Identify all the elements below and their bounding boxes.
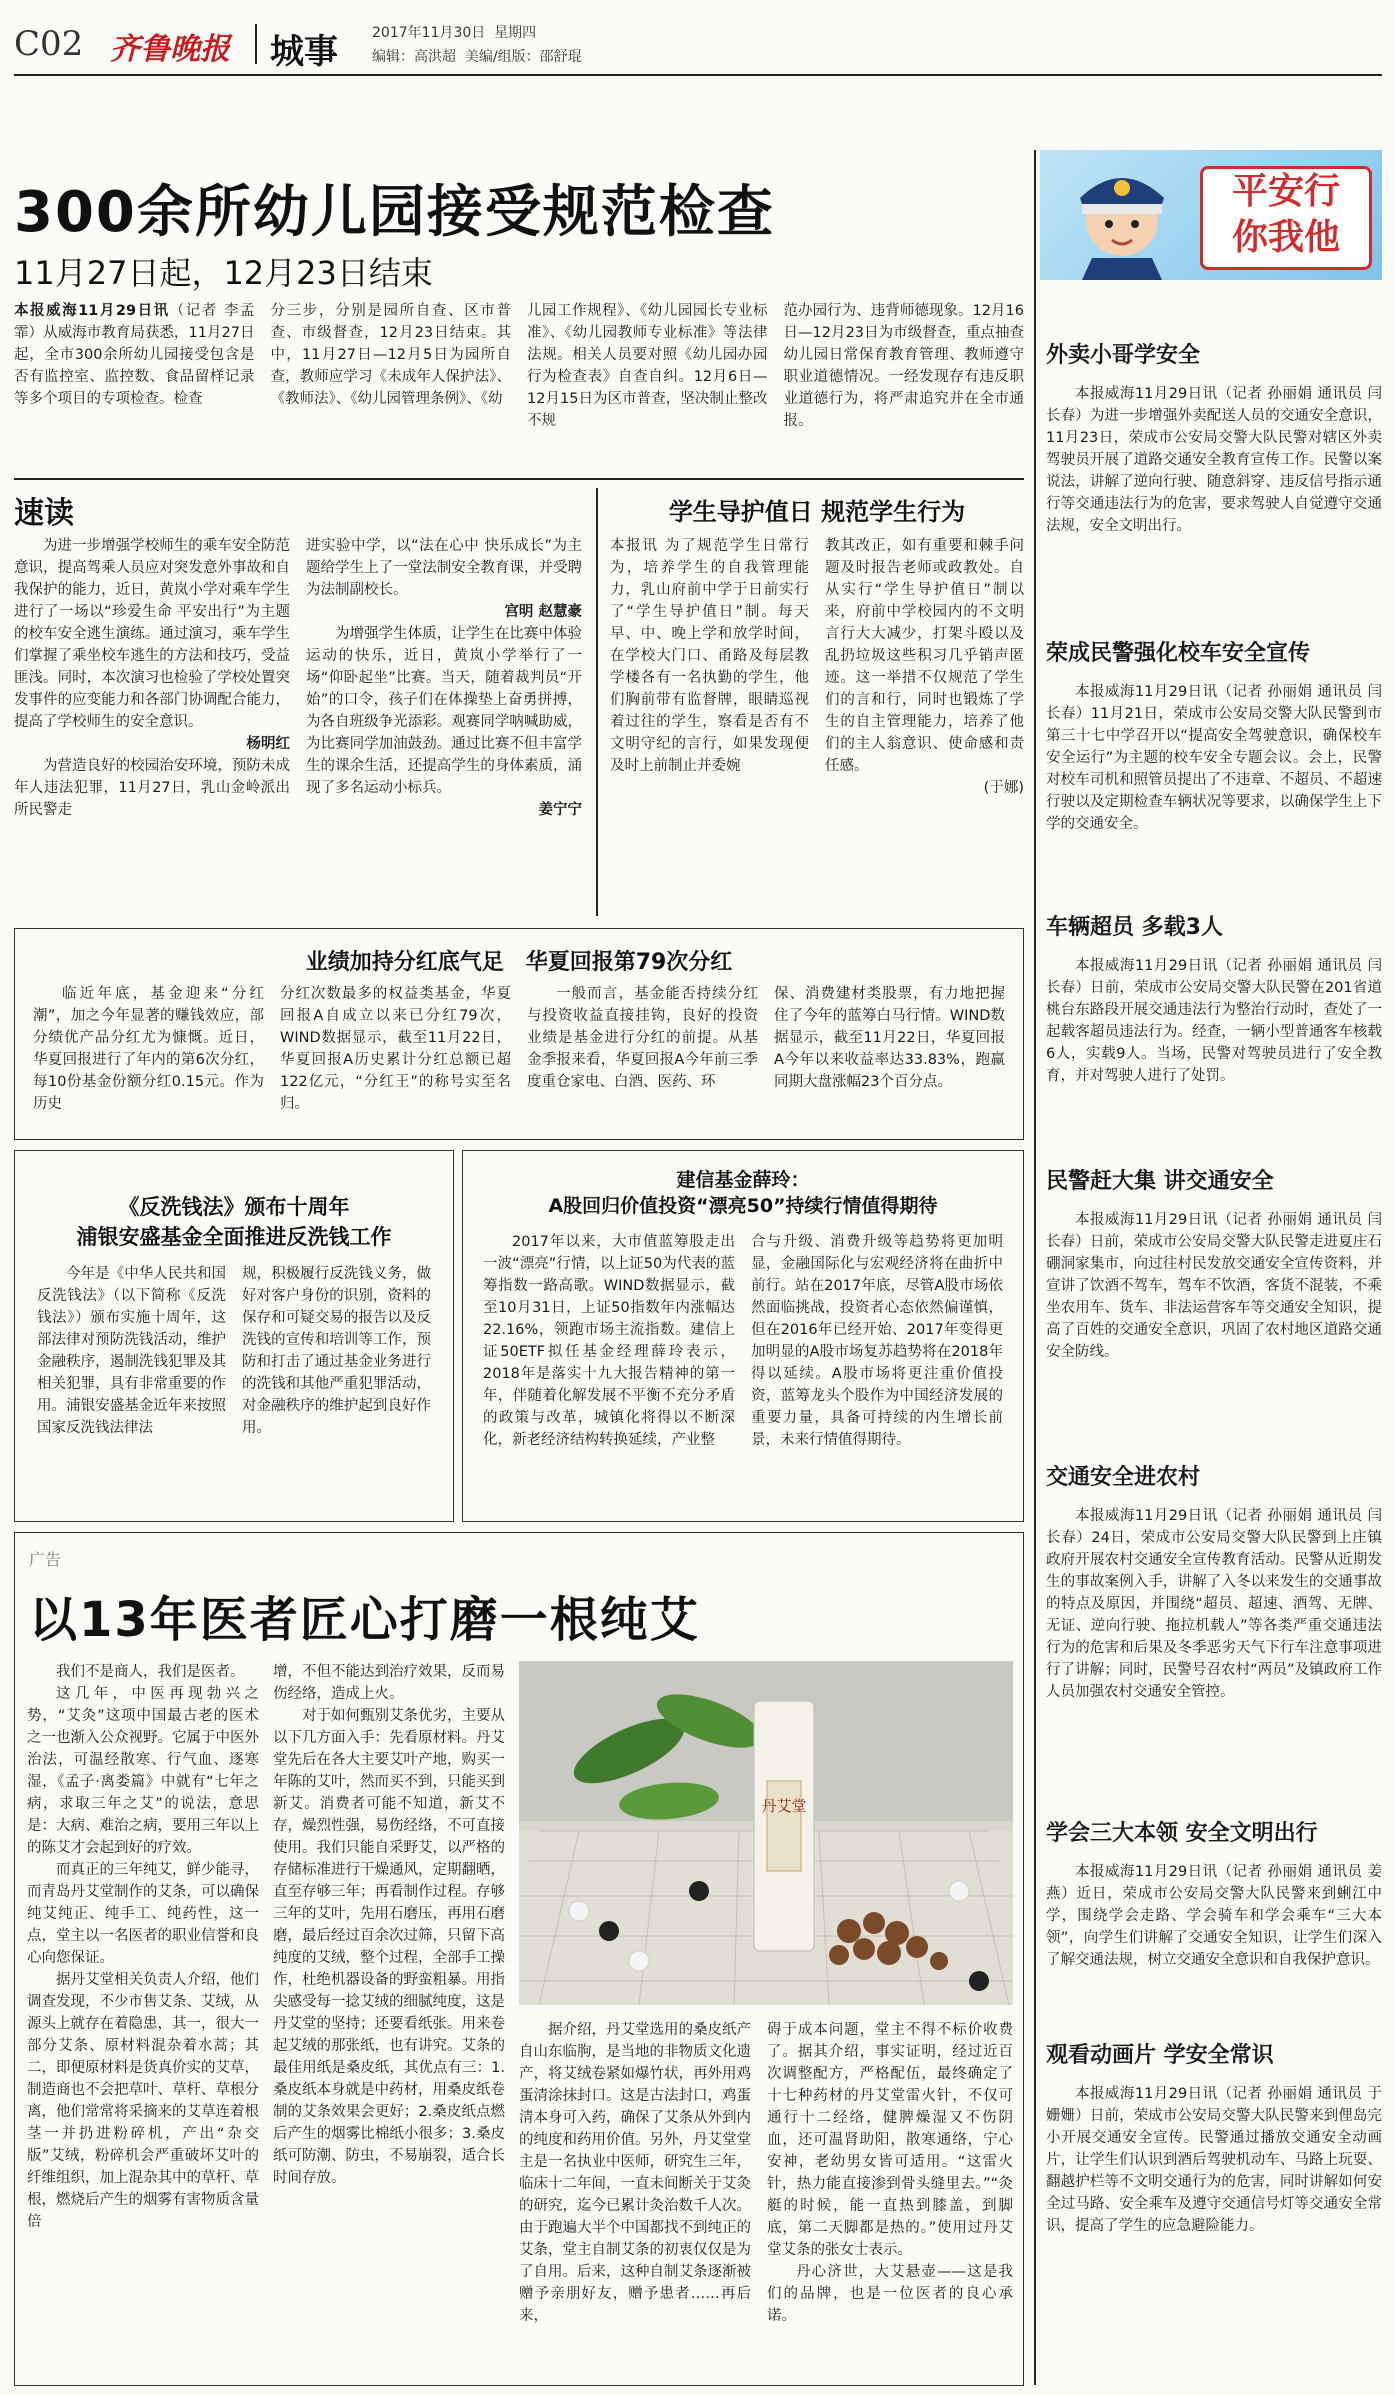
sidebar-text-2: 本报威海11月29日讯（记者 孙丽娟 通讯员 闫长春）11月21日，荣成市公安局交警大队民警到市第三十七中学召开以“提高安全驾驶意识，确保校车安全运行”为主题的校车安全专题会议。会上，民警对校车司机和照管员提出了不违章、不超员、不超速行驶以及定期检查车辆状况等要求，以确保学生上下学的交通安全。: [1046, 684, 1382, 832]
main-story-col-2: 分三步，分别是园所自查、区市普查、市级督查，12月23日结束。其中，11月27日—12月5日为园所自查，教师应学习《未成年人保护法》、《教师法》、《幼儿园管理条例》、《幼: [270, 303, 511, 407]
jianxin-box: [462, 1150, 1024, 1522]
fanxiqian-box: [14, 1150, 454, 1522]
sudu-divider: [596, 488, 598, 916]
huaxia-col-2: 分红次数最多的权益类基金，华夏回报A自成立以来已分红79次，WIND数据显示，截至11月22日，华夏回报A历史累计分红总额已超122亿元，“分红王”的称号实至名归。: [280, 986, 511, 1112]
sidebar-text-1: 本报威海11月29日讯（记者 孙丽娟 通讯员 闫长春）为进一步增强外卖配送人员的交通安全意识，11月23日，荣成市公安局交警大队民警对辖区外卖驾驶员开展了道路交通安全教育宣传工作。民警以案说法，讲解了逆向行驶、随意斜穿、违反信号指示通行等交通违法行为的危害，要求驾驶人自觉遵守交通法规，安全文明出行。: [1046, 386, 1382, 534]
sudu-item-3: 为增强学生体质，让学生在比赛中体验运动的快乐，近日，黄岚小学举行了一场“仰卧起坐”比赛。当天，随着裁判员“开始”的口令，孩子们在体操垫上奋勇拼搏，为各自班级争光添彩。观赛同学呐喊助威，为比赛同学加油鼓劲。通过比赛不但丰富学生的课余生活，还提高学生的身体素质，涌现了多名运动小标兵。: [306, 626, 582, 796]
sidebar-article-1: [1046, 338, 1382, 630]
masthead-rule: [14, 74, 1382, 76]
moxibustion-p7: 据介绍，丹艾堂选用的桑皮纸产自山东临朐，是当地的非物质文化遗产，将艾绒卷紧如爆竹状，再外用鸡蛋清涂抹封口。这是古法封口，鸡蛋清本身可入药，确保了艾条从外到内的纯度和药用价值。另外，丹艾堂堂主是一名执业中医师，研究生三年，临床十二年间，一直未间断关于艾灸的研究，迄今已累计灸治数千人次。由于跑遍大半个中国都找不到纯正的艾条，堂主自制艾条的初衷仅仅是为了自用。后来，这种自制艾条逐渐被赠予亲朋好友，赠予患者……再后来，: [519, 2022, 751, 2324]
moxibustion-col-4: [767, 2019, 1013, 2377]
guard-story-body: [610, 535, 1024, 915]
sidebar-body-3: [1046, 955, 1382, 1137]
moxibustion-col-3: [519, 2019, 751, 2377]
sudu-item-2: 为营造良好的校园治安环境，预防未成年人违法犯罪，11月27日，乳山金岭派出所民警走: [14, 758, 290, 818]
moxibustion-col-2: [273, 1661, 505, 2377]
sidebar-body-7: [1046, 2083, 1382, 2309]
date: 2017年11月30日: [372, 25, 486, 41]
moxibustion-p1: 我们不是商人，我们是医者。: [56, 1664, 245, 1680]
main-story-col-4: 范办园行为、违背师德现象。12月16日—12月23日为市级督查，重点抽查幼儿园日常保育教育管理、教师遵守职业道德情况。一经发现存有违反职业道德行为，将严肃追究并在全市通报。: [783, 303, 1024, 429]
huaxia-box: [14, 928, 1024, 1140]
main-headline: 300余所幼儿园接受规范检查: [14, 180, 775, 245]
guard-story-col-2: 教其改正，如有重要和棘手问题及时报告老师或政教处。自从实行“学生导护值日”制以来，府前中学校园内的不文明言行大大减少，打架斗殴以及乱扔垃圾这些积习几乎销声匿迹。这一举措不仅规范了学生们的言和行，同时也锻炼了学生的自主管理能力，培养了他们的主人翁意识、使命感和责任感。: [825, 538, 1024, 774]
sidebar-title-3: 车辆超员 多载3人: [1046, 915, 1223, 940]
masthead: [0, 0, 1030, 70]
banner-text-box: [1200, 166, 1372, 270]
sudu-header: 速读: [14, 496, 74, 531]
sudu-item-1: 为进一步增强学校师生的乘车安全防范意识，提高驾乘人员应对突发意外事故和自我保护的能力，近日，黄岚小学对乘车学生进行了一场以“珍爱生命 平安出行”为主题的校车安全逃生演练。通过演习，乘车学生们掌握了乘坐校车逃生的方法和技巧，受益匪浅。同时，本次演习也检验了学校处置突发事件的应变能力和各部门协调配合能力，提高了学校师生的安全意识。: [14, 538, 290, 730]
sudu-author-2: 宫明 赵慧豪: [504, 604, 582, 620]
sudu-author-3: 姜宁宁: [538, 802, 582, 818]
sidebar-text-4: 本报威海11月29日讯（记者 孙丽娟 通讯员 闫长春）日前，荣成市公安局交警大队民警走进夏庄石硼洞家集市，向过往村民发放交通安全宣传资料，并宣讲了饮酒不驾车，驾车不饮酒，客货不混装，不乘坐农用车、货车、非法运营客车等交通安全知识，提高了百姓的交通安全意识，巩固了农村地区道路交通安全防线。: [1046, 1212, 1382, 1360]
moxibustion-p2: 这几年，中医再现勃兴之势，“艾灸”这项中国最古老的医术之一也渐入公众视野。它属于中医外治法，可温经散寒、行气血、逐寒湿，《孟子·离娄篇》中就有“七年之病，求取三年之艾”的说法，意思是：大病、难治之病，要用三年以上的陈艾才会起到好的疗效。: [27, 1686, 259, 1856]
main-story-col-3: 儿园工作规程》、《幼儿园园长专业标准》、《幼儿园教师专业标准》等法律法规。相关人员要对照《幼儿园办园行为检查表》自查自纠。12月6日—12月15日为区市普查，坚决制止整改不规: [527, 303, 768, 429]
sidebar-body-4: [1046, 1209, 1382, 1435]
jianxin-title: A股回归价值投资“漂亮50”持续行情值得期待: [548, 1195, 938, 1217]
huaxia-col-4: 保、消费建材类股票，有力地把握住了今年的蓝筹白马行情。WIND数据显示，截至11月22日，华夏回报A今年以来收益率达33.83%，跑赢同期大盘涨幅23个百分点。: [774, 986, 1005, 1090]
moxibustion-title: 以13年医者匠心打磨一根纯艾: [29, 1592, 700, 1648]
fanxiqian-body: [37, 1263, 431, 1513]
moxibustion-photo-graphic: [519, 1661, 1013, 2005]
huaxia-body: [33, 983, 1005, 1131]
sidebar-title-1: 外卖小哥学安全: [1046, 343, 1201, 368]
sidebar-article-4: [1046, 1164, 1382, 1454]
moxibustion-p3: 而真正的三年纯艾，鲜少能寻，而青岛丹艾堂制作的艾条，可以确保纯艾纯正、纯手工、纯药性，这一点，堂主以一名医者的职业信誉和良心向您保证。: [27, 1862, 259, 1966]
staff-credits: [372, 46, 582, 66]
police-illustration: [1052, 158, 1192, 280]
jianxin-col-1: 2017年以来，大市值蓝筹股走出一波“漂亮”行情，以上证50为代表的蓝筹指数一路高歌。WIND数据显示，截至10月31日，上证50指数年内涨幅达22.16%，领跑市场主流指数。建信上证50ETF拟任基金经理薛玲表示，2018年是落实十九大报告精神的第一年，伴随着化解发展不平衡不充分矛盾的政策与改革，城镇化将得以不断深化，新老经济结构转换延续，产业整: [483, 1234, 735, 1448]
guard-story-title: 学生导护值日 规范学生行为: [668, 498, 966, 526]
moxibustion-col-1: [27, 1661, 259, 2377]
sidebar-body-2: [1046, 681, 1382, 885]
designer: 美编/组版：邵舒琨: [464, 49, 582, 65]
safety-banner: [1040, 150, 1382, 280]
sidebar-text-6: 本报威海11月29日讯（记者 孙丽娟 通讯员 姜燕）近日，荣成市公安局交警大队民警来到蜊江中学，围绕学会走路、学会骑车和学会乘车“三大本领”，向学生们讲解了交通安全知识，让学生们深入了解交通法规，树立交通安全意识和自我保护意识。: [1046, 1864, 1382, 1968]
editor: 编辑：高洪超: [372, 49, 456, 65]
moxibustion-p4: 据丹艾堂相关负责人介绍，他们调查发现，不少市售艾条、艾绒，从源头上就存在着隐患，其一，很大一部分艾条、原材料混杂着水蒿；其二，即便原材料是货真价实的艾草，制造商也不会把草叶、草杆、草根分离，他们常常将采摘来的艾草连着根茎一并扔进粉碎机，产出“杂交版”艾绒，粉碎机会严重破坏艾叶的纤维组织，加上混杂其中的草杆、草根，燃烧后产生的烟雾有害物质含量倍: [27, 1972, 259, 2230]
issue-date: [372, 22, 536, 42]
sidebar-text-3: 本报威海11月29日讯（记者 孙丽娟 通讯员 闫长春）日前，荣成市公安局交警大队民警在201省道桃台东路段开展交通违法行为整治行动时，查处了一起载客超员违法行为。经查，一辆小型普通客车核载6人，实载9人。当场，民警对驾驶员进行了安全教育，并对驾驶人进行了处罚。: [1046, 958, 1382, 1084]
main-story-byline: 本报威海11月29日讯: [14, 303, 170, 319]
jianxin-kicker: 建信基金薛玲：: [676, 1169, 810, 1191]
sidebar-article-7: [1046, 2038, 1382, 2338]
page-code: C02: [14, 24, 84, 64]
moxibustion-kicker: 广告: [29, 1550, 62, 1569]
huaxia-title: 业绩加持分红底气足 华夏回报第79次分红: [305, 950, 733, 975]
sidebar-article-2: [1046, 636, 1382, 904]
sidebar-body-6: [1046, 1861, 1382, 2021]
stick-label: 丹艾堂: [761, 1797, 807, 1815]
moxibustion-p5: 增，不但不能达到治疗效果，反而易伤经络，造成上火。: [273, 1664, 505, 1702]
sidebar-title-5: 交通安全进农村: [1046, 1465, 1201, 1490]
main-story-rule: [14, 478, 1024, 480]
sidebar-body-1: [1046, 383, 1382, 565]
sidebar-divider: [1034, 150, 1036, 2385]
huaxia-col-3: 一般而言，基金能否持续分红与投资收益直接挂钩，良好的投资业绩是基金进行分红的前提。从基金季报来看，华夏回报A今年前三季度重仓家电、白酒、医药、环: [527, 986, 758, 1090]
sidebar-text-7: 本报威海11月29日讯（记者 孙丽娟 通讯员 于姗姗）日前，荣成市公安局交警大队民警来到俚岛完小开展交通安全宣传。民警通过播放交通安全动画片，让学生们认识到酒后驾驶机动车、马路上玩耍、翻越护栏等不文明交通行为的危害，同时讲解如何安全过马路、安全乘车及遵守交通信号灯等交通安全常识，提高了学生的应急避险能力。: [1046, 2086, 1382, 2234]
sudu-item-2-cont: 进实验中学，以“法在心中 快乐成长”为主题给学生上了一堂法制安全教育课，并受聘为法制副校长。: [306, 538, 582, 598]
moxibustion-photo: [519, 1661, 1013, 2005]
fanxiqian-title-2: 浦银安盛基金全面推进反洗钱工作: [76, 1225, 392, 1249]
sidebar-title-7: 观看动画片 学安全常识: [1046, 2043, 1274, 2068]
sidebar-article-5: [1046, 1460, 1382, 1810]
section-name: 城事: [270, 32, 338, 72]
fanxiqian-col-1: 今年是《中华人民共和国反洗钱法》（以下简称《反洗钱法》）颁布实施十周年，这部法律对预防洗钱活动，维护金融秩序，遏制洗钱犯罪及其相关犯罪，具有非常重要的作用。浦银安盛基金近年来按照国家反洗钱法律法: [37, 1266, 226, 1436]
moxibustion-box: [14, 1532, 1024, 2386]
main-story-body: [14, 300, 1024, 470]
huaxia-col-1: 临近年底，基金迎来“分红潮”，加之今年显著的赚钱效应，部分绩优产品分红尤为慷慨。近日，华夏回报进行了年内的第6次分红，每10份基金份额分红0.15元。作为历史: [33, 986, 264, 1112]
paper-logo: 齐鲁晚报: [110, 32, 230, 67]
sudu-col-2: [306, 535, 582, 915]
moxibustion-p6: 对于如何甄别艾条优劣，主要从以下几方面入手：先看原材料。丹艾堂先后在各大主要艾叶产地，购买一年陈的艾叶，然而买不到，只能买到新艾。消费者可能不知道，新艾不存，燥烈性强，易伤经络，不可直接使用。我们只能自采野艾，以严格的存储标准进行干燥通风，定期翻晒，直至存够三年；再看制作过程。存够三年的艾叶，先用石磨压，再用石磨磨，最后经过百余次过筛，只留下高纯度的艾绒，整个过程，全部手工操作，杜绝机器设备的野蛮粗暴。用指尖感受每一捻艾绒的细腻纯度，这是丹艾堂的坚持；还要看纸张。用来卷起艾绒的那张纸，也有讲究。艾条的最佳用纸是桑皮纸，其优点有三：1.桑皮纸本身就是中药材，用桑皮纸卷制的艾条效果会更好；2.桑皮纸点燃后产生的烟雾比棉纸小很多；3.桑皮纸可防潮、防虫，不易崩裂，适合长时间存放。: [273, 1708, 505, 2186]
sidebar-text-5: 本报威海11月29日讯（记者 孙丽娟 通讯员 闫长春）24日，荣成市公安局交警大队民警到上庄镇政府开展农村交通安全宣传教育活动。民警从近期发生的事故案例入手，讲解了入冬以来发生的交通事故的特点及原因，并围绕“超员、超速、酒驾、无牌、无证、逆向行驶、拖拉机载人”等各类严重交通违法行为的危害和后果及冬季恶劣天气下行车注意事项进行了讲解；同时，民警号召农村“两员”及镇政府工作人员加强农村交通安全管控。: [1046, 1508, 1382, 1700]
masthead-divider: [255, 24, 257, 64]
fanxiqian-title-1: 《反洗钱法》颁布十周年: [118, 1195, 350, 1219]
sidebar-title-4: 民警赶大集 讲交通安全: [1046, 1169, 1274, 1194]
moxibustion-p8: 碍于成本问题，堂主不得不标价收费了。据其介绍，事实证明，经过近百次调整配方，严格配伍，最终确定了十七种药材的丹艾堂雷火针，不仅可通行十二经络，健脾燥湿又不伤阴血，还可温肾助阳，散寒通络，宁心安神，老幼男女皆可适用。“这雷火针，热力能直接渗到骨头缝里去。”“灸艇的时候，能一直热到膝盖，到脚底，第二天脚都是热的。”使用过丹艾堂艾条的张女士表示。: [767, 2022, 1013, 2258]
sidebar-title-2: 荣成民警强化校车安全宣传: [1046, 641, 1311, 666]
moxibustion-p9: 丹心济世，大艾悬壶——这是我们的品牌，也是一位医者的良心承诺。: [767, 2264, 1013, 2324]
jianxin-body: [483, 1231, 1003, 1515]
main-story-col-1: （记者 李孟霏）从威海市教育局获悉，11月27日起，全市300余所幼儿园接受包含是否有监控室、监控数、食品留样记录等多个项目的专项检查。检查: [14, 303, 255, 407]
jianxin-col-2: 合与升级、消费升级等趋势将更加明显，金融国际化与宏观经济将在曲折中前行。站在2017年底，尽管A股市场依然面临挑战，投资者心态依然偏谨慎，但在2016年已经开始、2017年变得更加明显的A股市场复苏趋势将在2018年得以延续。A股市场将更注重价值投资，蓝筹龙头个股作为中国经济发展的重要力量，具备可持续的内生增长前景，未来行情值得期待。: [751, 1234, 1003, 1448]
guard-story-author: (于娜): [983, 780, 1024, 796]
guard-story-col-1: 本报讯 为了规范学生日常行为，培养学生的自我管理能力，乳山府前中学于日前实行了“学生导护值日”制。每天早、中、晚上学和放学时间，在学校大门口、甬路及每层教学楼各有一名执勤的学生，他们胸前带有监督牌，眼睛巡视着过往的学生，察看是否有不文明守纪的言行，如果发现便及时上前制止并委婉: [610, 538, 809, 774]
sidebar-article-6: [1046, 1816, 1382, 2032]
banner-line-1: 平安行: [1231, 171, 1340, 212]
banner-line-2: 你我他: [1231, 217, 1340, 258]
sidebar-article-3: [1046, 910, 1382, 1158]
main-subtitle: 11月27日起，12月23日结束: [14, 254, 433, 292]
sudu-col-1: [14, 535, 290, 915]
sidebar: [1046, 296, 1382, 2386]
sidebar-title-6: 学会三大本领 安全文明出行: [1046, 1821, 1318, 1846]
weekday: 星期四: [494, 25, 537, 41]
fanxiqian-col-2: 规，积极履行反洗钱义务，做好对客户身份的识别，资料的保存和可疑交易的报告以及反洗钱的宣传和培训等工作，预防和打击了通过基金业务进行的洗钱和其他严重犯罪活动，对金融秩序的维护起到良好作用。: [242, 1266, 431, 1436]
sidebar-body-5: [1046, 1505, 1382, 1797]
sudu-author-1: 杨明红: [246, 736, 290, 752]
